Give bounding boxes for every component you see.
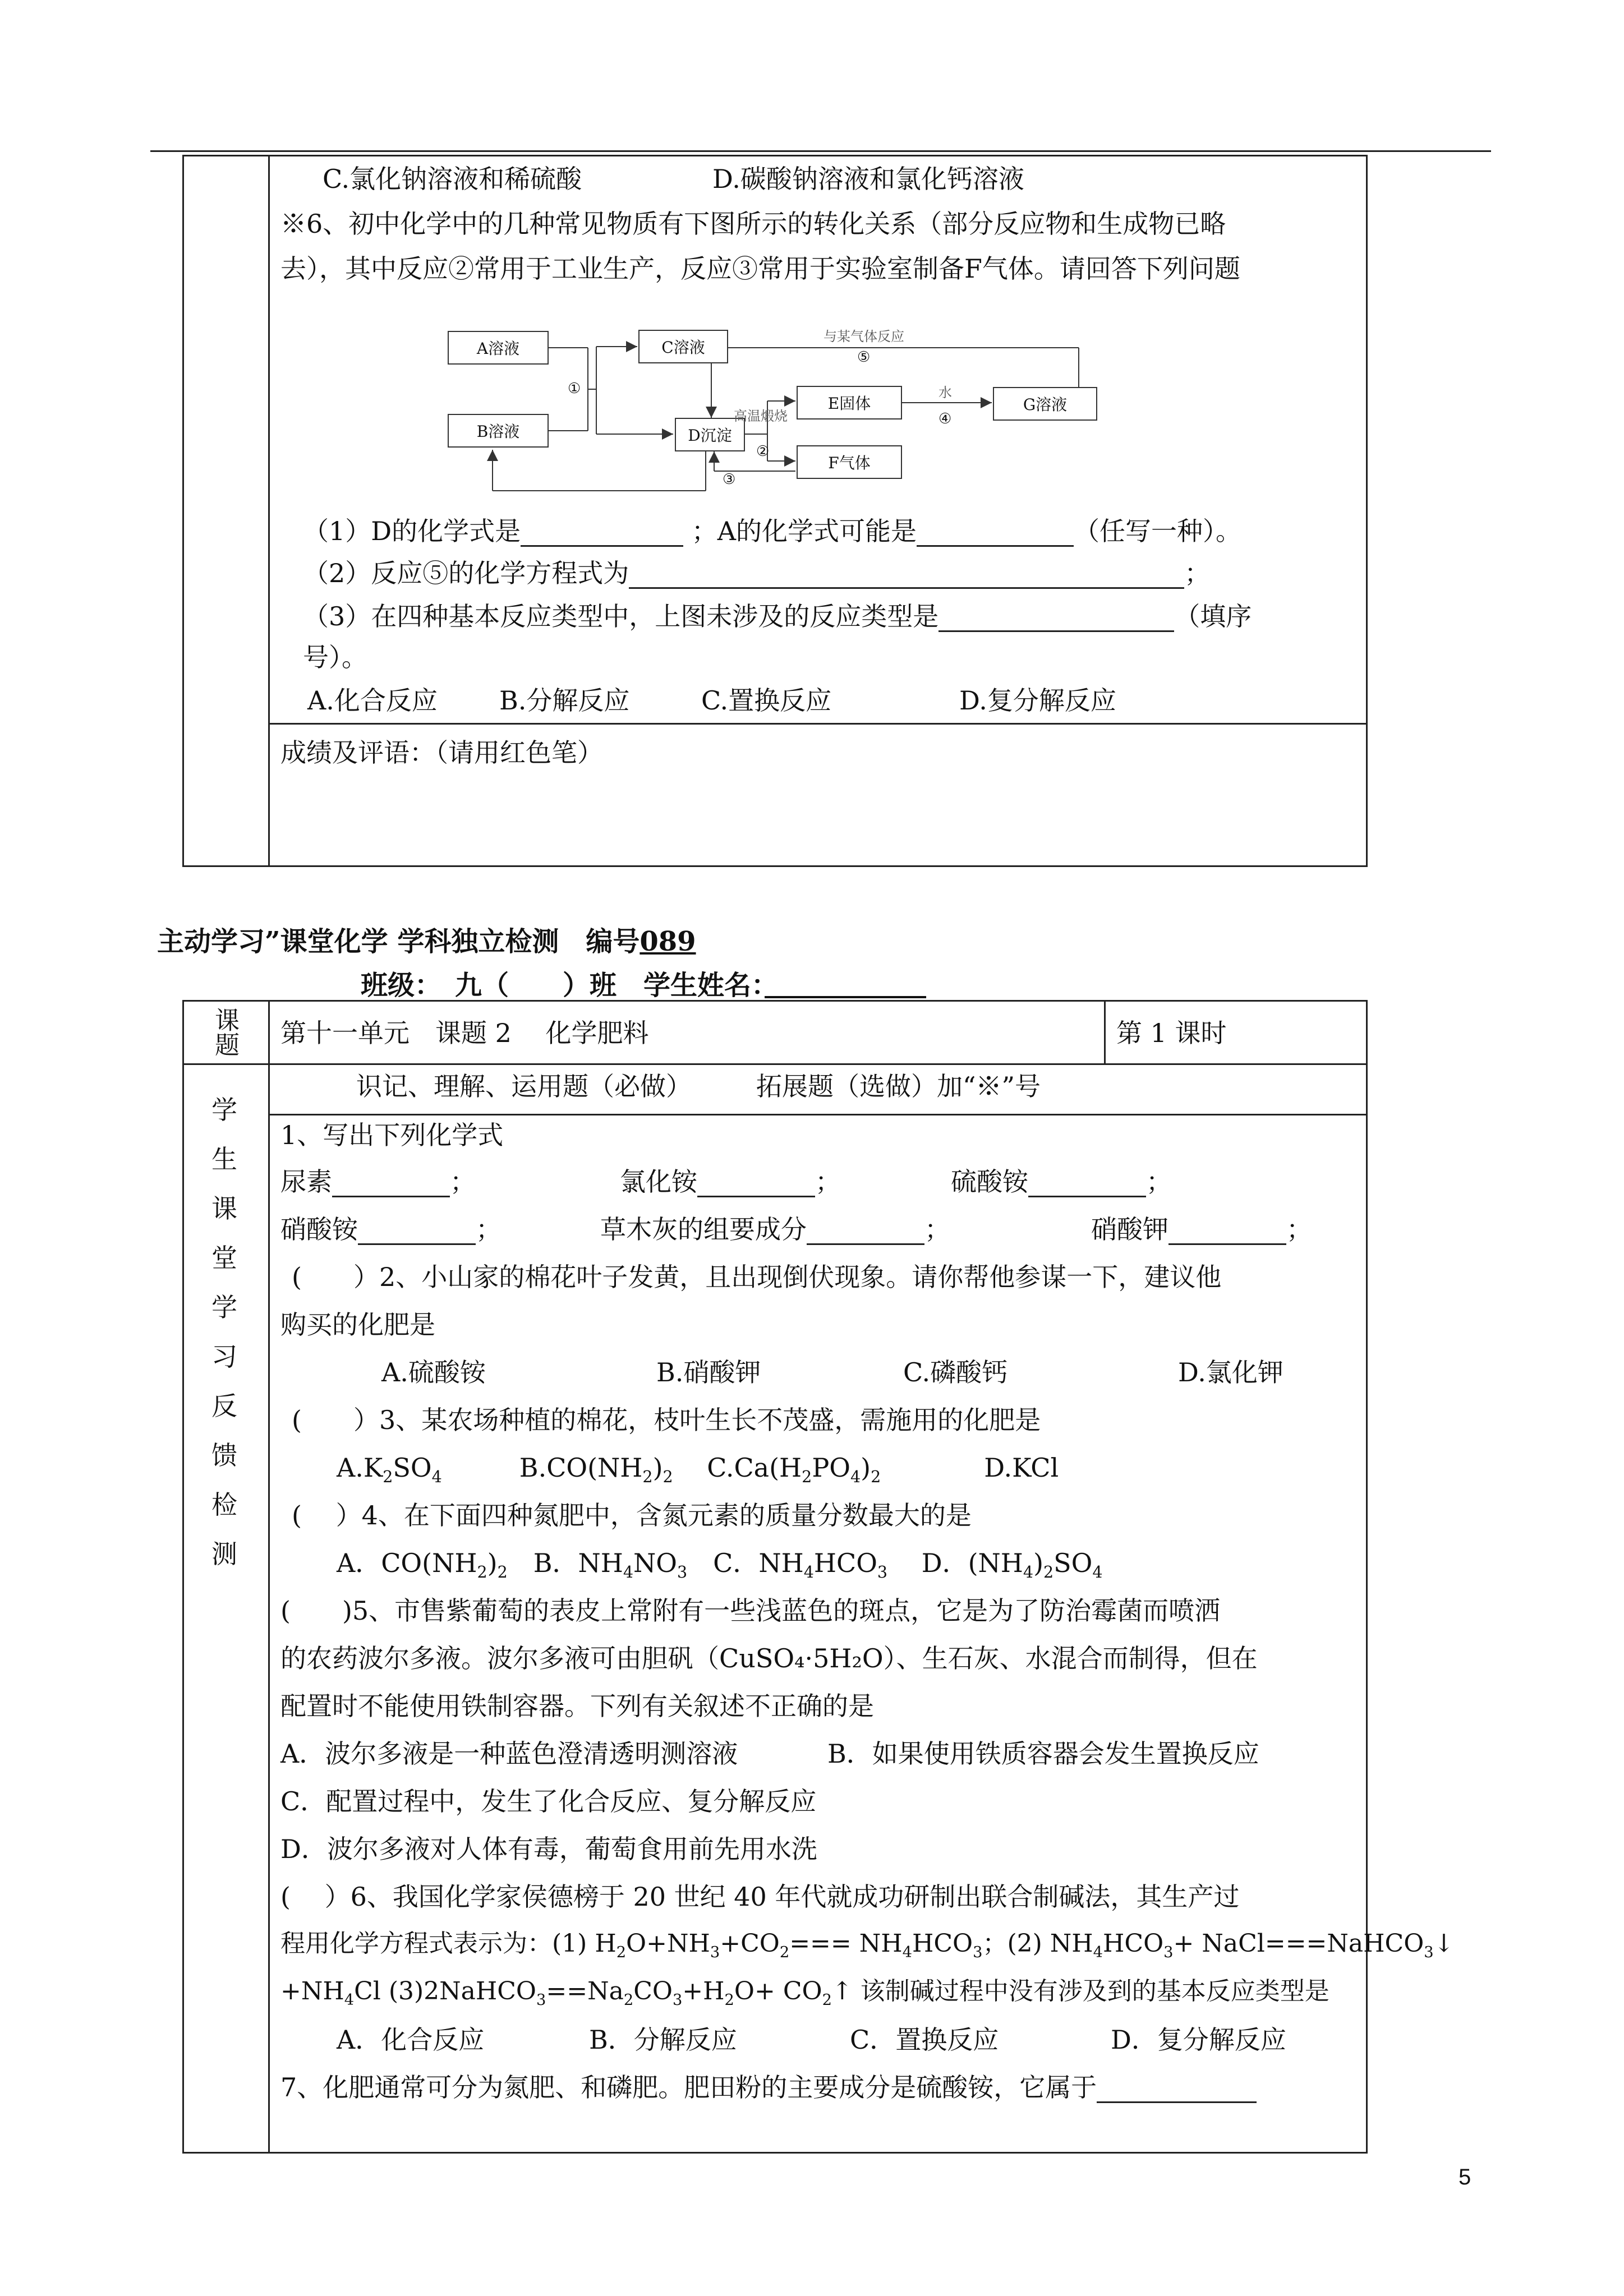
node-e: E固体 (797, 386, 902, 419)
q6-sub1 (303, 516, 1241, 547)
answer-blank[interactable] (358, 1219, 476, 1245)
q6-sub1-text-c: （任写一种）。 (1074, 516, 1242, 546)
node-c: C溶液 (638, 330, 728, 363)
q6-sub1-text-a: （1）D的化学式是 (303, 516, 521, 546)
node-b: B溶液 (448, 414, 549, 448)
lesson-period: 第 1 课时 (1116, 1018, 1227, 1048)
q1-row2b: 草木灰的组要成分 ； (600, 1214, 950, 1244)
q5-line3: 配置时不能使用铁制容器。下列有关叙述不正确的是 (280, 1691, 874, 1721)
q1-row1c: 硫酸铵 ； (951, 1167, 1172, 1197)
q6-sub1-text-b: ；A的化学式可能是 (691, 516, 917, 546)
q5-option-c: C.氯化钠溶液和稀硫酸 (323, 164, 582, 194)
q2-line1: ( ）2、小山家的棉花叶子发黄，且出现倒伏现象。请你帮他参谋一下，建议他 (292, 1262, 1222, 1292)
worksheet-header (157, 920, 696, 958)
side-char: 测 (211, 1539, 237, 1569)
page-number: 5 (1459, 2165, 1471, 2189)
side-char: 习 (211, 1341, 237, 1372)
node-d: D沉淀 (675, 418, 745, 451)
serial-number: 089 (640, 926, 696, 957)
table-divider (268, 723, 1366, 725)
answer-blank[interactable] (521, 520, 683, 547)
q2-option-b: B.硝酸钾 (656, 1357, 761, 1387)
q6-option-a: A.化合反应 (307, 685, 438, 716)
item-ammonium-nitrate: 硝酸铵 (280, 1214, 358, 1244)
q5-option-a: A．波尔多液是一种蓝色澄清透明测溶液 (280, 1739, 738, 1769)
item-plant-ash: 草木灰的组要成分 (600, 1214, 807, 1244)
item-ammonium-chloride: 氯化铵 (620, 1167, 697, 1197)
q7-label: 7、化肥通常可分为氮肥、和磷肥。肥田粉的主要成分是硫酸铵，它属于 (280, 2072, 1097, 2103)
q6-line1: ( ）6、我国化学家侯德榜于 20 世纪 40 年代就成功研制出联合制碱法，其生产过 (280, 1882, 1240, 1912)
answer-blank[interactable] (807, 1219, 924, 1245)
class-name-label: 班级： 九（ ）班 学生姓名： (361, 970, 765, 1001)
header-title: 主动学习”课堂化学 学科独立检测 编号 (157, 926, 640, 957)
answer-blank[interactable] (697, 1171, 815, 1197)
q7-text (280, 2072, 1257, 2103)
q5-line2: 的农药波尔多液。波尔多液可由胆矾（CuSO₄·5H₂O）、生石灰、水混合而制得，但在 (280, 1643, 1258, 1673)
q6-option-a: A．化合反应 (337, 2025, 485, 2055)
answer-blank[interactable] (1097, 2077, 1257, 2103)
q6-option-c: C.置换反应 (701, 685, 832, 716)
q1-row1b: 氯化铵 ； (620, 1167, 841, 1197)
q6-option-b: B.分解反应 (499, 685, 630, 716)
name-blank[interactable] (765, 970, 926, 1001)
q6-sub2 (303, 558, 1210, 589)
node-f: F气体 (797, 445, 902, 479)
q6-sub2-end: ； (1184, 558, 1211, 588)
q2-option-c: C.磷酸钙 (903, 1357, 1008, 1387)
q6-option-c: C．置换反应 (850, 2025, 999, 2055)
reaction-1-label: ① (568, 380, 581, 397)
table-divider (184, 1063, 1366, 1065)
q6-sub3-cont: 号）。 (303, 642, 367, 672)
item-ammonium-sulfate: 硫酸铵 (951, 1167, 1028, 1197)
reaction-3-label: ③ (723, 471, 736, 488)
q5-line1: ( )5、市售紫葡萄的表皮上常附有一些浅蓝色的斑点，它是为了防治霉菌而喷洒 (280, 1596, 1221, 1626)
q6-option-b: B．分解反应 (589, 2025, 737, 2055)
student-info (361, 963, 926, 1002)
answer-blank[interactable] (917, 520, 1074, 547)
q3-text: ( ）3、某农场种植的棉花，枝叶生长不茂盛，需施用的化肥是 (292, 1405, 1041, 1435)
q3-options: $A.K_2SO_4$ $B.CO(NH_2)_2$ $C.Ca(H_2PO_4)_2$ D.KCl (337, 1453, 1059, 1487)
node-a: A溶液 (448, 331, 549, 365)
q1-row1: 尿素 ； (280, 1167, 476, 1197)
side-char: 学 (211, 1095, 237, 1125)
instruction-line: 识记、理解、运用题（必做） 拓展题（选做）加“※”号 (356, 1071, 1041, 1101)
answer-blank[interactable] (938, 606, 1174, 632)
reaction-2-label: ② (756, 443, 770, 460)
grade-label: 成绩及评语：（请用红色笔） (280, 737, 603, 768)
lesson-topic: 第十一单元 课题 2 化学肥料 (280, 1018, 649, 1048)
item-urea: 尿素 (280, 1167, 332, 1197)
reaction-5-label: ⑤ (857, 349, 871, 366)
label-gas-reaction: 与某气体反应 (823, 329, 904, 344)
q6-option-d: D.复分解反应 (959, 685, 1116, 716)
q5-option-d: D.碳酸钠溶液和氯化钙溶液 (712, 164, 1024, 194)
q6-text-line1: ※6、初中化学中的几种常见物质有下图所示的转化关系（部分反应物和生成物已略 (280, 209, 1226, 239)
q5-option-d: D．波尔多液对人体有毒，葡萄食用前先用水洗 (280, 1834, 817, 1864)
side-char: 学 (211, 1292, 237, 1322)
answer-blank[interactable] (629, 563, 1184, 589)
q5-option-b: B．如果使用铁质容器会发生置换反应 (827, 1739, 1259, 1769)
q1-row2: 硝酸铵 ； (280, 1214, 502, 1244)
q6-sub3 (303, 601, 1252, 632)
side-char: 堂 (211, 1243, 237, 1273)
side-char: 生 (211, 1144, 237, 1174)
q4-text: ( ）4、在下面四种氮肥中，含氮元素的质量分数最大的是 (292, 1500, 972, 1530)
q6-option-d: D．复分解反应 (1111, 2025, 1286, 2055)
table-divider (268, 156, 270, 865)
table-divider (268, 1114, 1366, 1115)
q6-line2: 程用化学方程式表示为：(1) $H_2O+NH_3+CO_2=== NH_4HCO_3$；(2) $NH_4HCO_3+$ NaCl===NaHCO$_3$↓ (280, 1929, 1455, 1961)
answer-blank[interactable] (1168, 1219, 1286, 1245)
side-char: 反 (211, 1391, 237, 1421)
q6-text-line2: 去），其中反应②常用于工业生产，反应③常用于实验室制备F气体。请回答下列问题 (280, 253, 1240, 284)
q2-line2: 购买的化肥是 (280, 1310, 435, 1340)
q6-line2-prefix: 程用化学方程式表示为： (280, 1929, 552, 1958)
side-label (182, 1085, 266, 1579)
q5-option-c: C．配置过程中，发生了化合反应、复分解反应 (280, 1786, 817, 1816)
q6-sub2-text: （2）反应⑤的化学方程式为 (303, 558, 629, 588)
q1-title: 1、写出下列化学式 (280, 1120, 504, 1150)
q2-option-d: D.氯化钾 (1178, 1357, 1283, 1387)
q6-sub3-text: （3）在四种基本反应类型中，上图未涉及的反应类型是 (303, 601, 939, 631)
table-divider (1104, 1002, 1106, 1063)
reaction-4-label: ④ (938, 411, 952, 427)
q6-line3: $+NH_4Cl$ $(3)2NaHCO_3==Na_2CO_3+H_2O+$ $CO_2↑$ 该制碱过程中没有涉及到的基本反应类型是 (280, 1977, 1329, 2009)
answer-blank[interactable] (332, 1171, 450, 1197)
q2-option-a: A.硫酸铵 (381, 1357, 486, 1387)
label-calcine: 高温煅烧 (734, 408, 788, 424)
q6-line3-suffix: 该制碱过程中没有涉及到的基本反应类型是 (860, 1977, 1329, 2005)
side-char: 馈 (211, 1440, 237, 1470)
answer-blank[interactable] (1028, 1171, 1146, 1197)
q4-options: A．$CO(NH_2)_2$ B．$NH_4NO_3$ C．$NH_4HCO_3$ D．$(NH_4)_2SO_4$ (337, 1548, 1103, 1582)
q1-row2c: 硝酸钾 ； (1091, 1214, 1312, 1244)
conversion-diagram (431, 303, 1149, 502)
side-char: 检 (211, 1490, 237, 1520)
item-potassium-nitrate: 硝酸钾 (1091, 1214, 1168, 1244)
node-g: G溶液 (993, 387, 1097, 421)
topic-label: 课题 (210, 1007, 239, 1057)
table-divider (268, 1002, 270, 2152)
q6-sub3-hint: （填序 (1174, 601, 1252, 631)
top-rule (150, 150, 1491, 152)
label-water: 水 (938, 385, 952, 400)
side-char: 课 (211, 1193, 237, 1224)
